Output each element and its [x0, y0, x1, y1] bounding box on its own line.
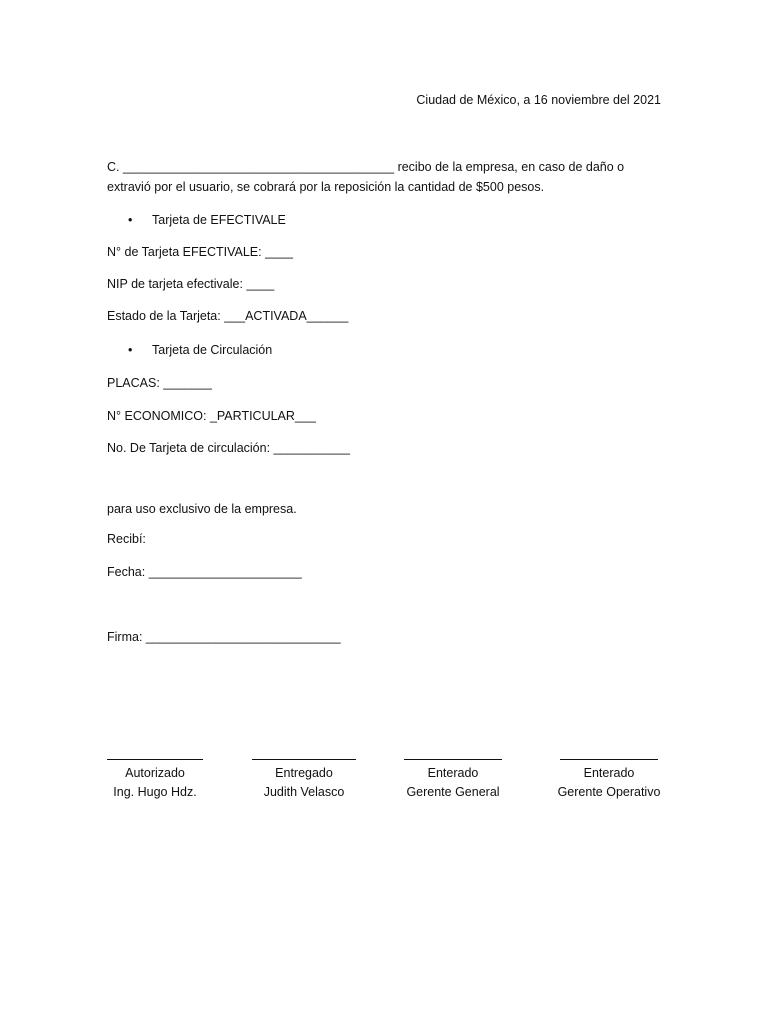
signature-line — [107, 745, 203, 760]
field-tarjeta-efectivale-label: N° de Tarjeta EFECTIVALE: — [107, 245, 262, 259]
field-tarjeta-circulacion-label: No. De Tarjeta de circulación: — [107, 441, 271, 455]
field-placas — [107, 375, 212, 391]
field-tarjeta-circulacion — [107, 440, 350, 456]
field-placas-label: PLACAS: — [107, 376, 160, 390]
signature-title: Enterado — [427, 766, 479, 780]
field-fecha-value: ______________________ — [148, 565, 302, 579]
signature-name: Gerente General — [406, 785, 500, 799]
signature-title: Autorizado — [125, 766, 185, 780]
field-tarjeta-circulacion-value: ___________ — [273, 441, 351, 455]
signature-name: Ing. Hugo Hdz. — [113, 785, 197, 799]
field-estado — [107, 308, 348, 324]
bullet-icon: • — [128, 213, 133, 227]
bullet-icon: • — [128, 343, 133, 357]
signature-title: Entregado — [275, 766, 333, 780]
signature-block-enterado-operativo — [548, 745, 670, 802]
date-line: Ciudad de México, a 16 noviembre del 2021 — [416, 93, 661, 107]
field-nip-label: NIP de tarjeta efectivale: — [107, 277, 243, 291]
signature-block-enterado-general — [404, 745, 502, 802]
field-fecha — [107, 564, 302, 580]
field-tarjeta-efectivale — [107, 244, 293, 260]
section-circulacion-title: Tarjeta de Circulación — [152, 343, 273, 357]
field-firma-value: ____________________________ — [145, 630, 341, 644]
field-economico-label: N° ECONOMICO: — [107, 409, 207, 423]
signature-title: Enterado — [583, 766, 635, 780]
field-economico — [107, 408, 316, 424]
section-efectivale-title: Tarjeta de EFECTIVALE — [152, 213, 286, 227]
field-estado-label: Estado de la Tarjeta: — [107, 309, 221, 323]
field-placas-value: _______ — [163, 376, 212, 390]
field-firma-label: Firma: — [107, 630, 143, 644]
field-nip — [107, 276, 274, 292]
intro-paragraph: C. _______________________________________ recibo de la empresa, en caso de daño o extravió por el usuario, se cobrará por la reposición la cantidad de $500 pesos. — [107, 160, 625, 194]
signature-line — [252, 745, 356, 760]
signature-line — [560, 745, 658, 760]
recibi-label: Recibí: — [107, 532, 146, 546]
field-nip-value: ____ — [246, 277, 275, 291]
field-tarjeta-efectivale-value: ____ — [265, 245, 293, 259]
signature-block-entregado — [252, 745, 356, 802]
field-estado-value: ___ACTIVADA______ — [224, 309, 349, 323]
section-efectivale-heading — [128, 212, 286, 228]
field-fecha-label: Fecha: — [107, 565, 146, 579]
field-economico-value: _PARTICULAR___ — [209, 409, 316, 423]
signature-name: Judith Velasco — [263, 785, 345, 799]
signature-block-autorizado — [107, 745, 203, 802]
field-firma — [107, 629, 341, 645]
signature-line — [404, 745, 502, 760]
exclusive-use-text: para uso exclusivo de la empresa. — [107, 502, 297, 516]
signature-name: Gerente Operativo — [557, 785, 661, 799]
section-circulacion-heading — [128, 342, 272, 358]
